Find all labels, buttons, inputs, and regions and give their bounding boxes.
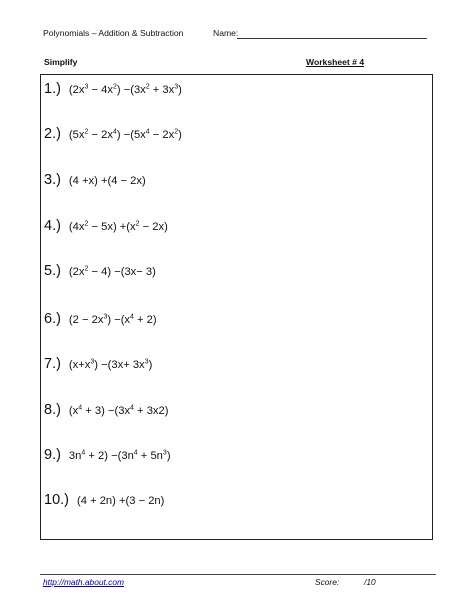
problem-number: 9.) <box>44 447 61 463</box>
problem-9 <box>44 446 171 464</box>
problem-number: 8.) <box>44 402 61 418</box>
exponent: 2 <box>84 265 89 273</box>
expression-text: ) −(5x <box>116 129 146 141</box>
problem-number: 1.) <box>44 81 61 97</box>
score-label: Score: <box>315 577 340 587</box>
problem-number: 7.) <box>44 356 61 372</box>
expression-text: + 5n <box>137 450 163 462</box>
problem-expression <box>69 405 169 417</box>
expression-text: + 2) <box>133 314 157 326</box>
exponent: 2 <box>135 220 140 228</box>
expression-text: 3n <box>68 450 82 462</box>
problem-6 <box>44 310 157 328</box>
problem-number: 3.) <box>44 172 61 188</box>
problem-expression <box>69 84 182 96</box>
exponent: 4 <box>133 449 138 457</box>
expression-text: ) <box>148 359 153 371</box>
name-field-line[interactable] <box>237 38 427 39</box>
exponent: 4 <box>130 404 134 412</box>
exponent: 4 <box>81 449 86 457</box>
problem-8 <box>44 401 168 419</box>
expression-text: − 5x) +(x <box>88 221 136 233</box>
problem-2 <box>44 125 182 143</box>
expression-text: − 2x) <box>139 221 168 233</box>
problem-1 <box>44 80 182 98</box>
exponent: 3 <box>84 83 89 91</box>
problem-number: 5.) <box>44 263 61 279</box>
problem-expression <box>69 314 157 326</box>
expression-text: (2x <box>68 266 85 278</box>
expression-text: + 3x2) <box>133 405 169 417</box>
expression-text: + 2) −(3n <box>85 450 134 462</box>
problem-number: 10.) <box>44 492 69 508</box>
footer-divider <box>40 574 436 575</box>
expression-text: ) <box>178 129 182 141</box>
exponent: 2 <box>112 83 117 91</box>
problem-7 <box>44 355 152 373</box>
expression-text: − 2x <box>88 129 113 141</box>
expression-text: (2 − 2x <box>68 314 104 326</box>
expression-text: ) <box>166 450 171 462</box>
exponent: 4 <box>145 128 150 136</box>
exponent: 2 <box>174 128 179 136</box>
footer-link[interactable]: http://math.about.com <box>43 577 125 587</box>
problem-expression <box>69 266 156 278</box>
worksheet-number: Worksheet # 4 <box>306 57 365 67</box>
expression-text: − 2x <box>149 129 175 141</box>
expression-text: + 3) −(3x <box>82 405 131 417</box>
exponent: 4 <box>112 128 117 136</box>
exponent: 3 <box>144 358 149 366</box>
score-total: /10 <box>364 577 376 587</box>
problem-number: 6.) <box>44 311 61 327</box>
exponent: 2 <box>145 83 150 91</box>
exponent: 2 <box>84 220 89 228</box>
problem-4 <box>44 217 168 235</box>
expression-text: − 4) −(3x− 3) <box>88 266 156 278</box>
problem-expression <box>69 221 168 233</box>
expression-text: ) −(3x <box>116 84 146 96</box>
instructions: Simplify <box>44 57 78 67</box>
expression-text: (5x <box>68 129 85 141</box>
problem-10 <box>44 491 164 509</box>
problem-expression <box>69 359 152 371</box>
problem-3 <box>44 171 146 189</box>
problem-5 <box>44 262 156 280</box>
expression-text: (x <box>68 405 79 417</box>
problem-expression <box>69 129 182 141</box>
expression-text: (4 + 2n) +(3 − 2n) <box>77 495 165 507</box>
expression-text: + 3x <box>149 84 175 96</box>
exponent: 3 <box>174 83 179 91</box>
problem-number: 2.) <box>44 126 61 142</box>
name-label: Name: <box>213 28 239 38</box>
problems-frame <box>40 74 433 540</box>
expression-text: (2x <box>68 84 85 96</box>
exponent: 3 <box>90 358 95 366</box>
expression-text: (4x <box>68 221 85 233</box>
expression-text: (x+x <box>68 359 91 371</box>
expression-text: (4 +x) +(4 − 2x) <box>68 175 146 187</box>
exponent: 3 <box>103 313 108 321</box>
problem-expression <box>77 495 164 507</box>
expression-text: ) <box>178 84 182 96</box>
worksheet-header-title: Polynomials – Addition & Subtraction <box>43 28 184 38</box>
problem-expression <box>69 175 146 187</box>
exponent: 2 <box>84 128 89 136</box>
exponent: 4 <box>130 313 134 321</box>
expression-text: ) −(x <box>107 314 131 326</box>
expression-text: ) −(3x+ 3x <box>94 359 145 371</box>
expression-text: − 4x <box>88 84 113 96</box>
exponent: 4 <box>78 404 83 412</box>
problem-number: 4.) <box>44 218 61 234</box>
exponent: 3 <box>162 449 167 457</box>
problem-expression <box>69 450 171 462</box>
